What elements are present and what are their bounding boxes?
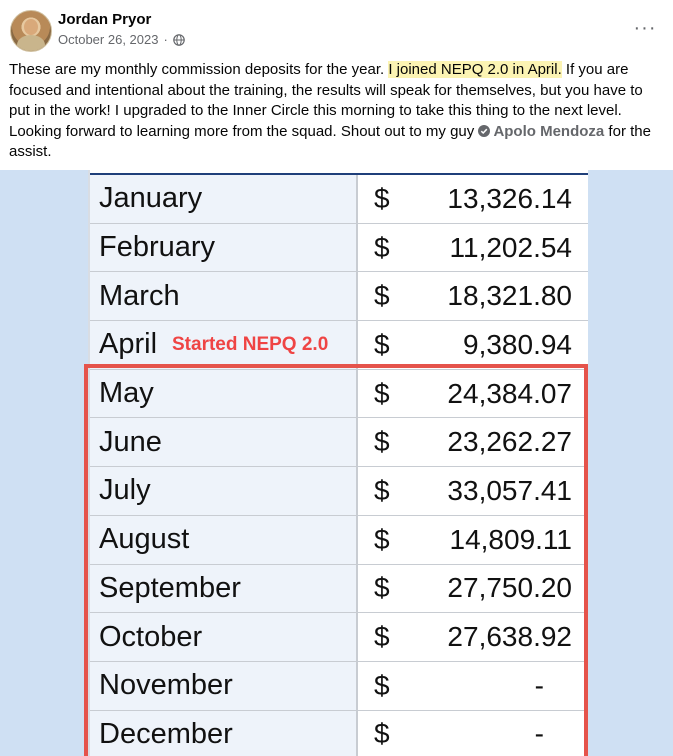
post-text-part1: These are my monthly commission deposits for the year. — [9, 61, 389, 78]
currency-cell: $ — [374, 669, 390, 701]
currency-cell: $ — [374, 718, 390, 750]
month-cell: November — [90, 662, 358, 710]
month-label: April — [99, 328, 158, 361]
avatar[interactable] — [10, 10, 52, 52]
meta-separator: · — [163, 32, 168, 47]
currency-cell: $ — [374, 231, 390, 263]
table-row — [90, 321, 588, 370]
amount-cell: 13,326.14 — [447, 182, 572, 214]
month-cell: September — [90, 565, 358, 613]
month-cell — [90, 321, 358, 369]
more-options-icon: ··· — [633, 16, 657, 39]
globe-icon[interactable] — [173, 34, 185, 46]
post-text-part2: If you are focused and intentional about the training, the results will speak for themselves, but you have to put in the work! I upgraded to the Inner Circle this morning to take this thing to the next level. Looking forward to learning more from the squad. Shout out to my guy — [9, 61, 643, 140]
post-text-part3: for the assist. — [9, 122, 651, 160]
month-cell: June — [90, 418, 358, 466]
post-text-highlight: I joined NEPQ 2.0 in April. — [388, 61, 562, 78]
more-options-button[interactable] — [631, 14, 659, 42]
post-image[interactable] — [0, 170, 673, 756]
currency-cell: $ — [374, 426, 390, 458]
month-cell: July — [90, 467, 358, 515]
table-row — [90, 272, 588, 321]
post-text — [9, 60, 661, 163]
month-cell: January — [90, 175, 358, 223]
amount-cell: - — [534, 669, 544, 701]
amount-cell: 11,202.54 — [449, 231, 572, 263]
currency-cell: $ — [374, 572, 390, 604]
month-cell: October — [90, 613, 358, 661]
started-note: Started NEPQ 2.0 — [172, 333, 329, 355]
verified-check-icon — [478, 125, 490, 137]
amount-cell: 27,750.20 — [447, 572, 572, 604]
highlight-box — [84, 364, 588, 756]
amount-cell: 23,262.27 — [447, 426, 572, 458]
currency-cell: $ — [374, 328, 390, 360]
currency-cell: $ — [374, 621, 390, 653]
amount-cell: 33,057.41 — [447, 474, 572, 506]
month-cell: March — [90, 272, 358, 320]
currency-cell: $ — [374, 280, 390, 312]
amount-cell: 14,809.11 — [449, 523, 572, 555]
amount-cell: - — [534, 718, 544, 750]
currency-cell: $ — [374, 474, 390, 506]
month-cell: August — [90, 516, 358, 564]
avatar-body — [17, 35, 45, 52]
month-cell: February — [90, 224, 358, 272]
post-meta — [58, 32, 185, 47]
currency-cell: $ — [374, 182, 390, 214]
author-name[interactable]: Jordan Pryor — [58, 11, 152, 28]
amount-cell: 24,384.07 — [447, 377, 572, 409]
month-cell: May — [90, 370, 358, 418]
amount-cell: 18,321.80 — [447, 280, 572, 312]
table-row — [90, 224, 588, 273]
amount-cell: 27,638.92 — [447, 621, 572, 653]
table-row — [90, 175, 588, 224]
currency-cell: $ — [374, 523, 390, 555]
amount-cell: 9,380.94 — [463, 328, 572, 360]
mention-link[interactable]: Apolo Mendoza — [493, 122, 605, 140]
post-date[interactable]: October 26, 2023 — [58, 32, 159, 47]
currency-cell: $ — [374, 377, 390, 409]
avatar-face — [24, 19, 38, 35]
month-cell: December — [90, 711, 358, 756]
post-header — [8, 8, 665, 54]
